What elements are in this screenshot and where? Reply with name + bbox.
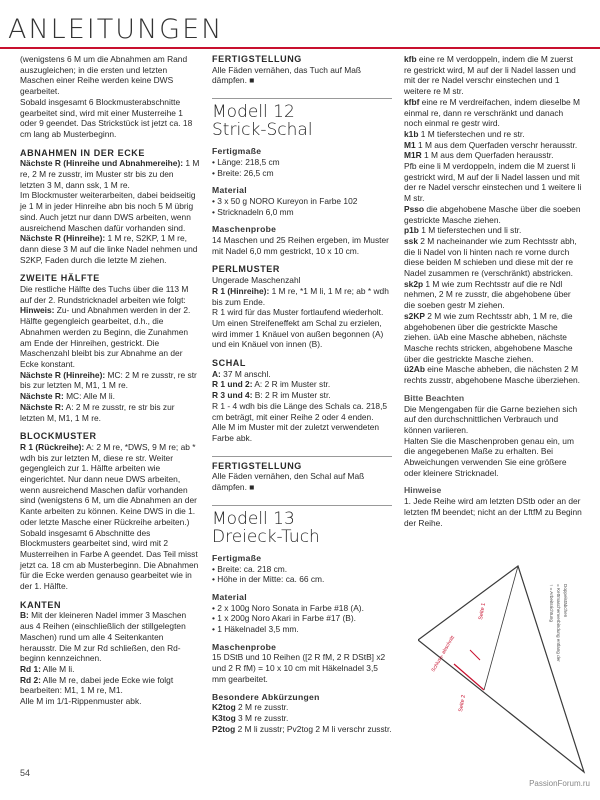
paragraph [404,311,582,365]
legend-arrow: ↑ = Arbeitsrichtung [549,584,554,622]
term-label: M1R [404,150,422,161]
term-label: R 3 und 4: [212,390,253,401]
term-label: P2tog [212,723,236,734]
section-heading: FERTIGSTELLUNG [212,54,302,64]
legend-seam: = Kettmaschenverbindung entlang der [556,584,561,662]
section-heading: ABNAHMEN IN DER ECKE [20,147,146,158]
paragraph-text: A: 2 M re, *DWS, 9 M re; ab * wdh bis zur letzten M, diese re str. Weiter gegengleich zur 1. Hälfte arbeiten wie eingerichtet. Nur dann neue DWS arbeiten, wenn ausreichend Maschen dafür vorhanden sind (wenigstens 6 M, um die Abnahmen an der Kante arbeiten zu können. Keine DWS in die 1. oder letzte Masche einer Rückreihe arbeiten.) Sobald insgesamt 6 Abschnitte des Blockmusters gearbeitet sind, wird mit 2 Musterreihen in Farbe A geendet. Das Teil misst jetzt ca. 18 cm ab Musterbeginn. Die Abnahmen für die Ecke werden genauso gearbeitet wie in der 1. Hälfte. [20,441,199,592]
term-label: K3tog [212,712,236,723]
paragraph [404,225,582,236]
term-label: Rd 1: [20,663,41,674]
column-2 [212,54,392,734]
section-heading: PERLMUSTER [212,264,281,275]
paragraph [20,675,200,696]
paragraph: Alle M im 1/1-Rippenmuster abk. [20,696,142,707]
paragraph [20,391,200,402]
paragraph [212,724,392,735]
term-label: sk2p [404,278,424,289]
paragraph-text: 2 M nacheinander wie zum Rechtsstr abh, die li Nadel von li hinten nach re vorne durch diese beiden M schieben und diese mit der re Nadel zusammen re (verschränkt) abstricken. [404,235,577,279]
paragraph-text: Alle M re, dabei jede Ecke wie folgt bearbeiten: M1, 1 M re, M1. [20,674,174,696]
term-label: K2tog [212,702,236,713]
paragraph-text: 1 M aus dem Querfaden herausstr. [421,150,554,161]
paragraph: Ungerade Maschenzahl [212,275,301,286]
paragraph [20,233,200,265]
side1-label: Seite 1 [478,602,487,621]
term-label: k1b [404,128,419,139]
paragraph: Sobald insgesamt 6 Blockmusterabschnitte gearbeitet sind, wird mit einer Musterreihe 1 oder 9 geendet. Das Strickstück ist jetzt ca. 18 cm lang ab Musterbeginn. [20,96,193,139]
subheading: Hinweise [404,485,442,496]
term-label: ssk [404,235,418,246]
list-item: • Stricknadeln 6,0 mm [212,207,392,218]
paragraph [404,140,582,151]
paragraph-text: 1 M re, S2KP, 1 M re, dann diese 3 M auf die linke Nadel nehmen und S2KP, Faden durch die letzte M ziehen. [20,233,198,265]
paragraph-text: 1 M tieferstechen und li str. [418,225,522,236]
closing-seam-line-2 [470,650,480,660]
paragraph [212,702,392,713]
paragraph [404,150,582,161]
paragraph [212,713,392,724]
term-label: ü2Ab [404,364,425,375]
paragraph [20,370,200,391]
closing-label: Schluss- abschnitt [430,634,457,673]
paragraph: 15 DStB und 10 Reihen ([2 R fM, 2 R DStB] x2 und 2 R fM) = 10 x 10 cm mit Häkelnadel 3,5 mm gearbeitet. [212,652,386,684]
paragraph-text: 1 M wie zum Rechtsstr auf die re Ndl nehmen, 2 M re zusstr, die abgehobene über die soeben gestr M ziehen. [404,278,571,311]
side2-label: Seite 2 [458,694,467,713]
term-label: Nächste R: [20,391,64,402]
paragraph [212,379,392,390]
paragraph: 1. Jede Reihe wird am letzten DStb oder an der letzten fM beendet; nicht an der LftfM zu Beginn der Reihe. [404,496,582,528]
paragraph-text: 3 M re zusstr. [235,712,289,723]
paragraph-text: eine re M verdreifachen, indem dieselbe M einmal re, dann re verschränkt und danach noch einmal re gestr wird. [404,96,580,129]
paragraph [20,664,200,675]
paragraph-text: eine Masche abheben, die nächsten 2 M rechts zusstr, abgehobene Masche überziehen. [404,364,580,386]
term-label: Hinweis: [20,305,55,316]
paragraph [212,369,392,380]
paragraph: Die restliche Hälfte des Tuchs über die 113 M auf der 2. Rundstricknadel arbeiten wie folgt: [20,284,189,305]
term-label: R 1 (Hinreihe): [212,285,270,296]
watermark: PassionForum.ru [529,779,590,788]
paragraph-text: A: 2 R im Muster str. [252,379,331,390]
paragraph: (wenigstens 6 M um die Abnahmen am Rand auszugleichen; in die ersten und letzten Maschen einer Reihe werden keine DWS gearbeitet. [20,54,188,97]
bullet-list [212,196,392,217]
paragraph-text: 2 M li zusstr; Pv2tog 2 M li verschr zusstr. [235,723,392,734]
paragraph: Im Blockmuster weiterarbeiten, dabei beidseitig je 1 M in jeder Hinreihe abn bis noch 5 M übrig sind. Auch jetzt nur dann DWS arbeiten, wenn ausreichend Maschen dafür vorhanden sind. [20,190,196,233]
paragraph-text: 1 M aus dem Querfaden verschr herausstr. [415,139,578,150]
paragraph-text: B: 2 R im Muster str. [252,390,331,401]
paragraph-text: 1 M re, *1 M li, 1 M re; ab * wdh bis zum Ende. [212,285,389,307]
subheading: Besondere Abkürzungen [212,691,320,702]
list-item: • 3 x 50 g NORO Kureyon in Farbe 102 [212,196,392,207]
section-heading: FERTIGSTELLUNG [212,456,392,472]
paragraph: Die Mengengaben für die Garne beziehen sich auf den durchschnittlichen Verbrauch und können variieren. [404,403,578,435]
paragraph: R 1 wird für das Muster fortlaufend wiederholt. Um einen Streifeneffekt am Schal zu erzielen, wird immer 1 Knäuel von außen begonnen (A) und ein Knäuel von innen (B). [212,307,384,350]
paragraph-text: Zu- und Abnahmen werden in der 2. Hälfte gegengleich gearbeitet, d.h., die Abnahmen werden zu Beginn, die Zunahmen am Ende der Hinreihen, gestrickt. Die Maschenzahl bleibt bis zur Abnahme an der Ecke konstant. [20,305,191,369]
paragraph [404,279,582,311]
bullet-list [212,564,392,585]
column-1 [20,54,200,707]
subheading: Maschenprobe [212,641,277,652]
paragraph-text: A: 2 M re zusstr, re str bis zur letzten M, M1, 1 M re. [20,401,175,423]
paragraph [404,54,582,97]
term-label: M1 [404,139,416,150]
model-title-heading: Strick-Schal [212,120,313,141]
paragraph [404,129,582,140]
paragraph: Pfb eine li M verdoppeln, indem die M zuerst li gestrickt wird, M auf der li Nadel lassen und mit der re Nadel verschr einstechen und 1 weitere li M str. [404,161,582,204]
list-item: • 1 Häkelnadel 3,5 mm. [212,624,392,635]
paragraph-text: 37 M anschl. [220,368,271,379]
paragraph [20,610,200,664]
triangle-shawl-diagram [418,560,594,780]
paragraph [404,364,582,385]
paragraph-text: MC: 2 M re zusstr, re str bis zur letzten M, M1, 1 M re. [20,369,197,391]
subheading: Material [212,591,247,602]
term-label: s2KP [404,310,425,321]
subheading: Bitte Beachten [404,392,465,403]
term-label: R 1 (Rückreihe): [20,441,85,452]
model-number-heading: Modell 13 [212,505,392,528]
term-label: p1b [404,225,419,236]
model-number-heading: Modell 12 [212,98,392,121]
bullet-list [212,603,392,635]
page-header-title: ANLEITUNGEN [8,14,224,45]
paragraph [20,402,200,423]
paragraph-text: die abgehobene Masche über die soeben gestrickte Masche ziehen. [404,203,581,225]
paragraph: 14 Maschen und 25 Reihen ergeben, im Muster mit Nadel 6,0 mm gestrickt, 10 x 10 cm. [212,235,389,256]
term-label: Psso [404,203,425,214]
paragraph: Halten Sie die Maschenproben genau ein, um die angegebenen Maße zu erhalten. Bei Abweichungen verwenden Sie eine größere oder kleinere Stricknadel. [404,435,574,478]
paragraph [404,97,582,129]
legend-seam-2: Doppelstäbchen [563,584,568,618]
page-number: 54 [20,768,31,778]
subheading: Material [212,185,247,196]
list-item: • Breite: ca. 218 cm. [212,564,392,575]
list-item: • 2 x 100g Noro Sonata in Farbe #18 (A). [212,603,392,614]
bullet-list [212,157,392,178]
term-label: Nächste R (Hinreihe und Abnahmereihe): [20,158,184,169]
paragraph [20,158,200,190]
model-title-heading: Dreieck-Tuch [212,526,320,547]
paragraph-text: eine re M verdoppeln, indem die M zuerst re gestrickt wird, M auf der li Nadel lassen und mit der re Nadel verschr einstechen und 1 weitere re M str. [404,54,576,97]
paragraph: Alle M im Muster mit der zuletzt verwendeten Farbe abk. [212,422,380,443]
column-3 [404,54,582,528]
section-heading: ZWEITE HÄLFTE [20,273,100,284]
term-label: R 1 und 2: [212,379,253,390]
term-label: A: [212,368,221,379]
paragraph-text: 1 M tieferstechen und re str. [418,128,525,139]
list-item: • 1 x 200g Noro Akari in Farbe #17 (B). [212,613,392,624]
list-item: • Länge: 218,5 cm [212,157,392,168]
paragraph [20,305,200,369]
term-label: B: [20,610,29,621]
paragraph: R 1 - 4 wdh bis die Länge des Schals ca. 218,5 cm beträgt, mit einer Reihe 2 oder 4 enden. [212,400,388,422]
subheading: Fertigmaße [212,552,262,563]
header-rule [0,47,600,49]
term-label: Nächste R (Hinreihe): [20,369,106,380]
subheading: Fertigmaße [212,146,262,157]
paragraph [212,286,392,307]
paragraph-text: 1 M re, 2 M re zusstr, im Muster str bis zu den letzten 3 M, dann ssk, 1 M re. [20,158,200,190]
list-item: • Höhe in der Mitte: ca. 66 cm. [212,574,392,585]
section-heading: KANTEN [20,599,62,610]
term-label: kfbf [404,96,420,107]
paragraph [212,390,392,401]
closing-seam-line [454,664,484,690]
paragraph [404,236,582,279]
paragraph [404,204,582,225]
paragraph: Alle Fäden vernähen, das Tuch auf Maß dämpfen. ■ [212,64,361,86]
paragraph [20,442,200,592]
section-heading: SCHAL [212,358,246,369]
term-label: Nächste R (Hinreihe): [20,233,106,244]
paragraph-text: Alle M li. [40,663,75,674]
paragraph: Alle Fäden vernähen, den Schal auf Maß dämpfen. ■ [212,471,365,493]
center-fold-line [484,566,518,690]
term-label: Rd 2: [20,674,41,685]
term-label: kfb [404,54,417,64]
term-label: Nächste R: [20,401,64,412]
paragraph-text: Mit der kleineren Nadel immer 3 Maschen aus 4 Reihen (einschließlich der stillgelegten Maschen) rund um alle 4 Seitenkanten herausstr. Die M zur Rd schließen, den Rd-beginn kennzeichnen. [20,610,187,664]
paragraph-text: 2 M wie zum Rechtsstr abh, 1 M re, die abgehobenen über die gestrickte Masche ziehen. üAb eine Masche abheben, nächste Masche rechts stricken, abgehobene Masche über die gestrickte Masche ziehen. [404,310,573,364]
paragraph-text: 2 M re zusstr. [235,702,289,713]
paragraph-text: MC: Alle M li. [63,391,115,402]
subheading: Maschenprobe [212,224,277,235]
section-heading: BLOCKMUSTER [20,431,97,442]
list-item: • Breite: 26,5 cm [212,168,392,179]
